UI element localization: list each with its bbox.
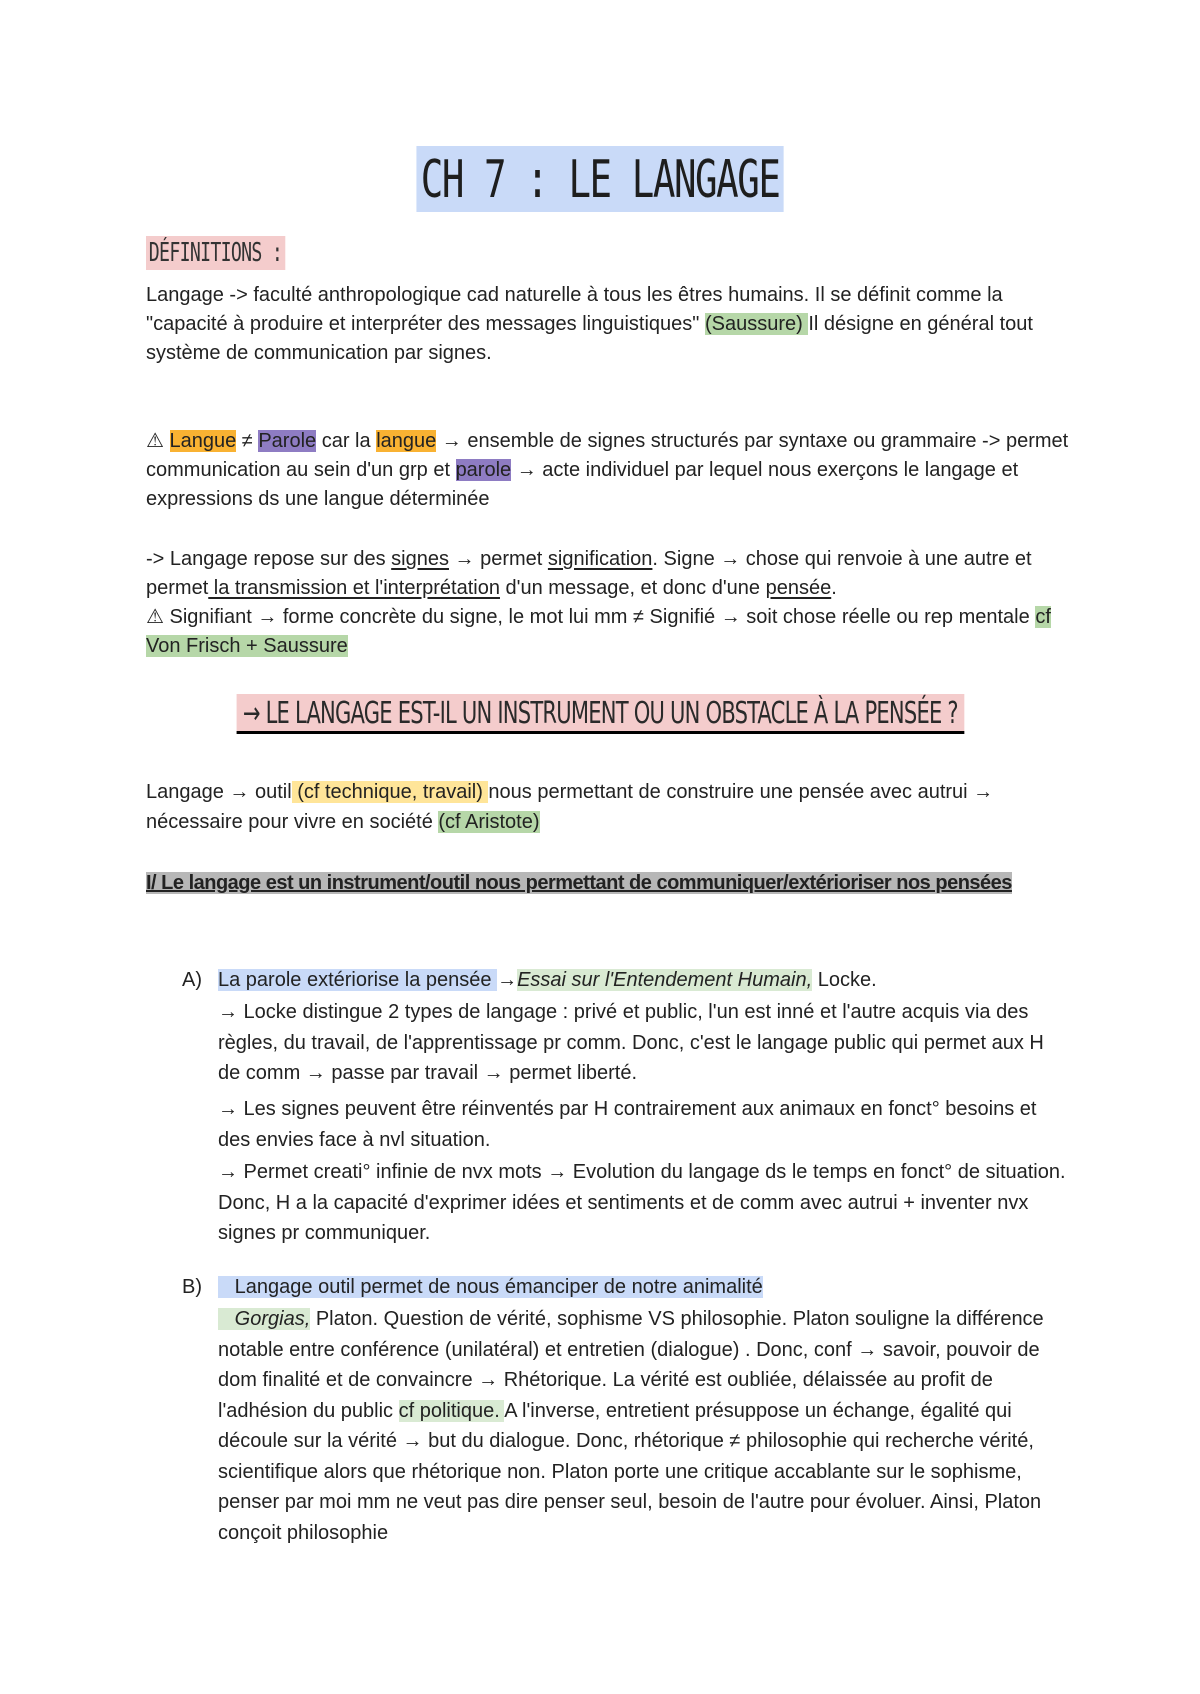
text-segment: A l'inverse, entretient présuppose un échange, égalité qui découle sur la vérité → but du dialogue. Donc, rhétorique ≠ philosophie qui recherche vérité, scientifique alors que rhétorique non. Platon porte une critique accablante sur le sophisme, penser par moi mm ne veut pas dire penser seul, besoin de l'autre pour évoluer. Ainsi, Platon conçoit philosophie	[218, 1399, 1042, 1544]
politique-ref: cf politique.	[398, 1399, 505, 1422]
signes-term: signes	[391, 548, 449, 570]
section-a-heading	[182, 965, 1082, 995]
pensee-term: pensée	[765, 577, 832, 599]
signification-term: signification	[547, 548, 653, 570]
von-frisch-ref: cf Von Frisch + Saussure	[146, 606, 1051, 657]
text-segment: nous permettant de construire une pensée avec autrui → nécessaire pour vivre en société	[146, 781, 994, 833]
saussure-ref: (Saussure)	[704, 313, 809, 335]
warning-icon: ⚠	[146, 430, 170, 452]
text-segment: → acte individuel par lequel nous exerçons le langage et expressions ds une langue déterminée	[146, 459, 1019, 510]
page-title: CH 7 : LE LANGAGE	[416, 146, 783, 212]
part-one-heading	[146, 868, 1046, 898]
section-a-title: La parole extériorise la pensée	[218, 969, 498, 991]
text-segment: .	[831, 577, 837, 599]
question-container	[0, 694, 1200, 734]
section-a-author: Locke.	[812, 969, 877, 991]
outil-paragraph	[146, 777, 1086, 837]
section-a-point-1: → Locke distingue 2 types de langage : privé et public, l'un est inné et l'autre acquis via des règles, du travail, de l'apprentissage pr comm. Donc, c'est le langage public qui permet aux H de comm → passe par travail → permet liberté.	[218, 1001, 1044, 1084]
title-container	[0, 146, 1200, 212]
definitions-label: DÉFINITIONS :	[146, 236, 285, 270]
langue-parole-paragraph	[146, 427, 1076, 514]
section-a-point-3: → Permet creati° infinie de nvx mots → Evolution du langage ds le temps en fonct° de situation. Donc, H a la capacité d'exprimer idées et sentiments et de comm avec autrui + inventer nvx signes pr communiquer.	[218, 1161, 1066, 1244]
text-segment: → ensemble de signes structurés par syntaxe ou grammaire -> permet communication au sein d'un grp et	[146, 430, 1069, 481]
definition-paragraph	[146, 281, 1076, 368]
section-b-work: Gorgias,	[218, 1308, 311, 1330]
transmission-term: la transmission et l'interprétation	[208, 577, 500, 599]
section-b-heading	[182, 1272, 1082, 1302]
definition-text: Langage -> faculté anthropologique cad naturelle à tous les êtres humains. Il se définit comme la "capacité à produire et interpréter des messages linguistiques"	[146, 284, 1003, 335]
text-segment: d'un message, et donc d'une	[499, 577, 766, 599]
signes-paragraph	[146, 545, 1076, 661]
text-segment: car la	[316, 430, 377, 452]
parole-term-2: parole	[455, 459, 512, 481]
aristote-ref: (cf Aristote)	[438, 811, 540, 833]
text-segment: . Signe → chose qui renvoie à une autre et permet	[146, 548, 1032, 599]
text-segment: Langage → outil	[146, 781, 292, 803]
section-a-letter: A)	[182, 969, 202, 991]
signifiant-text: ⚠ Signifiant → forme concrète du signe, le mot lui mm ≠ Signifié → soit chose réelle ou rep mentale	[146, 606, 1036, 628]
arrow-icon: →	[497, 969, 518, 991]
part-one-heading-text: I/ Le langage est un instrument/outil nous permettant de communiquer/extérioriser nos pensées	[146, 872, 1012, 894]
section-b-body	[218, 1304, 1068, 1548]
not-equal-sign: ≠	[236, 430, 259, 452]
section-b-title: Langage outil permet de nous émanciper de notre animalité	[218, 1276, 763, 1298]
technique-ref: (cf technique, travail)	[291, 781, 489, 803]
text-segment: → permet	[448, 548, 548, 570]
text-segment: -> Langage repose sur des	[146, 548, 392, 570]
section-a-point-2: → Les signes peuvent être réinventés par H contrairement aux animaux en fonct° besoins et des envies face à nvl situation.	[218, 1098, 1037, 1151]
section-question: → LE LANGAGE EST-IL UN INSTRUMENT OU UN OBSTACLE À LA PENSÉE ?	[236, 694, 963, 734]
section-a-work: Essai sur l'Entendement Humain,	[517, 969, 813, 991]
parole-term: Parole	[258, 430, 317, 452]
langue-term-2: langue	[376, 430, 437, 452]
langue-term: Langue	[169, 430, 237, 452]
definition-text-end: Il désigne en général tout système de communication par signes.	[146, 313, 1033, 364]
section-b-letter: B)	[182, 1276, 202, 1298]
text-segment: Platon. Question de vérité, sophisme VS philosophie. Platon souligne la différence notable entre conférence (unilatéral) et entretien (dialogue) . Donc, conf → savoir, pouvoir de dom finalité et de convaincre → Rhétorique. La vérité est oubliée, délaissée au profit de l'adhésion du public	[218, 1308, 1044, 1422]
